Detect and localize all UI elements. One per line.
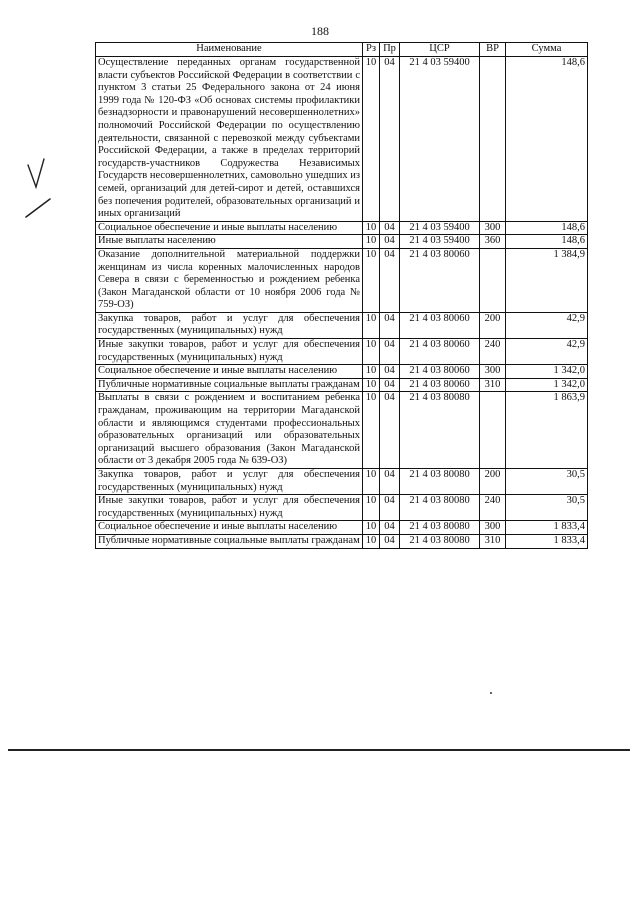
table-row (96, 235, 588, 249)
row-name: Закупка товаров, работ и услуг для обеспечения государственных (муниципальных) нужд (96, 469, 363, 495)
row-vr: 310 (480, 534, 506, 548)
header-name: Наименование (96, 43, 363, 57)
table-row (96, 534, 588, 548)
row-pr: 04 (380, 221, 400, 235)
row-pr: 04 (380, 365, 400, 379)
row-csr: 21 4 03 80060 (400, 339, 480, 365)
table-header-row (96, 43, 588, 57)
row-vr: 300 (480, 221, 506, 235)
row-name: Оказание дополнительной материальной поддержки женщинам из числа коренных малочисленных народов Севера в связи с беременностью и рождением ребенка (Закон Магаданской области от 10 ноября 2006 года № 759-ОЗ) (96, 248, 363, 312)
row-vr: 240 (480, 495, 506, 521)
page-number: 188 (311, 24, 329, 38)
row-name: Социальное обеспечение и иные выплаты населению (96, 521, 363, 535)
header-vr: ВР (480, 43, 506, 57)
row-rz: 10 (363, 312, 380, 338)
header-pr: Пр (380, 43, 400, 57)
row-name: Выплаты в связи с рождением и воспитанием ребенка гражданам, проживающим на территории Магаданской области и являющимся студентами профессиональных образовательных организаций или образовательных организаций высшего образования (Закон Магаданской области от 3 декабря 2005 года № 639-ОЗ) (96, 392, 363, 469)
row-csr: 21 4 03 80060 (400, 378, 480, 392)
row-rz: 10 (363, 392, 380, 469)
row-name: Закупка товаров, работ и услуг для обеспечения государственных (муниципальных) нужд (96, 312, 363, 338)
table-row (96, 392, 588, 469)
row-pr: 04 (380, 521, 400, 535)
table-row (96, 248, 588, 312)
row-sum: 148,6 (506, 221, 588, 235)
row-vr: 360 (480, 235, 506, 249)
row-rz: 10 (363, 495, 380, 521)
table-row (96, 469, 588, 495)
table-row (96, 495, 588, 521)
row-pr: 04 (380, 57, 400, 222)
row-sum: 1 833,4 (506, 521, 588, 535)
row-name: Осуществление переданных органам государственной власти субъектов Российской Федерации в соответствии с пунктом 3 статьи 25 Федерального закона от 24 июня 1999 года № 120-ФЗ «Об основах системы профилактики безнадзорности и правонарушений несовершеннолетних» полномочий Российской Федерации по осуществлению деятельности, связанной с перевозкой между субъектами Российской Федерации, а также в пределах территорий государств-участников Содружества Независимых Государств несовершеннолетних, самовольно ушедших из семей, организаций для детей-сирот и детей, оставшихся без попечения родителей, образовательных организаций и иных организаций (96, 57, 363, 222)
row-sum: 1 863,9 (506, 392, 588, 469)
row-pr: 04 (380, 392, 400, 469)
row-vr: 200 (480, 469, 506, 495)
row-pr: 04 (380, 469, 400, 495)
row-vr: 310 (480, 378, 506, 392)
header-csr: ЦСР (400, 43, 480, 57)
budget-table (95, 42, 588, 549)
row-vr: 300 (480, 365, 506, 379)
bottom-rule (8, 749, 630, 751)
row-name: Иные закупки товаров, работ и услуг для обеспечения государственных (муниципальных) нужд (96, 495, 363, 521)
row-vr: 200 (480, 312, 506, 338)
row-sum: 148,6 (506, 235, 588, 249)
row-csr: 21 4 03 80080 (400, 495, 480, 521)
row-rz: 10 (363, 378, 380, 392)
table-row (96, 365, 588, 379)
row-sum: 30,5 (506, 495, 588, 521)
table-body (96, 57, 588, 549)
row-sum: 1 342,0 (506, 365, 588, 379)
row-csr: 21 4 03 59400 (400, 57, 480, 222)
row-name: Социальное обеспечение и иные выплаты населению (96, 365, 363, 379)
row-csr: 21 4 03 80080 (400, 521, 480, 535)
row-pr: 04 (380, 248, 400, 312)
row-pr: 04 (380, 235, 400, 249)
table-row (96, 312, 588, 338)
table-row (96, 57, 588, 222)
row-pr: 04 (380, 534, 400, 548)
row-pr: 04 (380, 378, 400, 392)
row-rz: 10 (363, 339, 380, 365)
table-row (96, 521, 588, 535)
row-name: Публичные нормативные социальные выплаты гражданам (96, 534, 363, 548)
row-csr: 21 4 03 59400 (400, 235, 480, 249)
row-name: Иные закупки товаров, работ и услуг для обеспечения государственных (муниципальных) нужд (96, 339, 363, 365)
row-csr: 21 4 03 80080 (400, 534, 480, 548)
row-name: Иные выплаты населению (96, 235, 363, 249)
row-vr (480, 248, 506, 312)
table-row (96, 339, 588, 365)
row-vr (480, 57, 506, 222)
row-pr: 04 (380, 495, 400, 521)
scan-speck (490, 692, 492, 694)
row-rz: 10 (363, 235, 380, 249)
row-name: Публичные нормативные социальные выплаты гражданам (96, 378, 363, 392)
header-sum: Сумма (506, 43, 588, 57)
row-csr: 21 4 03 80060 (400, 365, 480, 379)
row-rz: 10 (363, 521, 380, 535)
row-vr (480, 392, 506, 469)
row-sum: 1 833,4 (506, 534, 588, 548)
row-vr: 240 (480, 339, 506, 365)
row-vr: 300 (480, 521, 506, 535)
row-sum: 1 342,0 (506, 378, 588, 392)
row-sum: 42,9 (506, 339, 588, 365)
table-row (96, 378, 588, 392)
row-csr: 21 4 03 80080 (400, 469, 480, 495)
row-sum: 42,9 (506, 312, 588, 338)
row-rz: 10 (363, 365, 380, 379)
row-rz: 10 (363, 534, 380, 548)
row-csr: 21 4 03 80060 (400, 248, 480, 312)
row-sum: 1 384,9 (506, 248, 588, 312)
handwritten-checkmark-icon (22, 155, 82, 225)
header-rz: Рз (363, 43, 380, 57)
row-sum: 30,5 (506, 469, 588, 495)
row-rz: 10 (363, 221, 380, 235)
row-csr: 21 4 03 59400 (400, 221, 480, 235)
row-rz: 10 (363, 469, 380, 495)
row-sum: 148,6 (506, 57, 588, 222)
row-csr: 21 4 03 80060 (400, 312, 480, 338)
table-row (96, 221, 588, 235)
row-rz: 10 (363, 248, 380, 312)
row-pr: 04 (380, 312, 400, 338)
row-csr: 21 4 03 80080 (400, 392, 480, 469)
row-pr: 04 (380, 339, 400, 365)
row-name: Социальное обеспечение и иные выплаты населению (96, 221, 363, 235)
row-rz: 10 (363, 57, 380, 222)
